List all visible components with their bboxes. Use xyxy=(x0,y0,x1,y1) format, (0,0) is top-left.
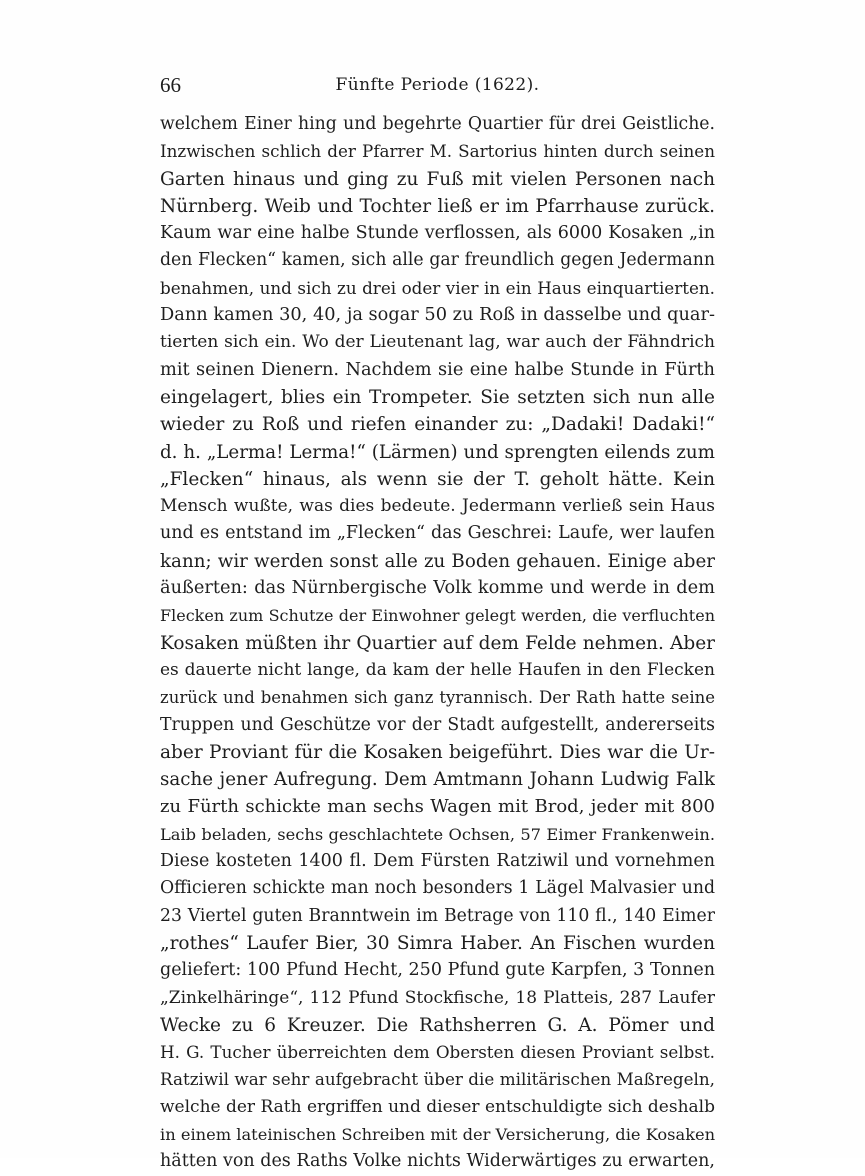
text-line: 23 Viertel guten Branntwein im Betrage von 110 fl., 140 Eimer xyxy=(160,905,715,926)
text-line: Ratziwil war sehr aufgebracht über die militärischen Maßregeln, xyxy=(160,1069,715,1090)
text-line: d. h. „Lerma! Lerma!“ (Lärmen) und sprengten eilends zum xyxy=(160,441,715,463)
text-line: Dann kamen 30, 40, ja sogar 50 zu Roß in dasselbe und quar- xyxy=(160,305,715,326)
text-line: mit seinen Dienern. Nachdem sie eine halbe Stunde in Fürth xyxy=(160,359,715,380)
text-line: eingelagert, blies ein Trompeter. Sie setzten sich nun alle xyxy=(160,386,715,408)
text-line: H. G. Tucher überreichten dem Obersten diesen Proviant selbst. xyxy=(160,1042,715,1063)
text-line: kann; wir werden sonst alle zu Boden gehauen. Einige aber xyxy=(160,550,715,572)
text-line: Mensch wußte, was dies bedeute. Jedermann verließ sein Haus xyxy=(160,496,715,517)
text-line: „Flecken“ hinaus, als wenn sie der T. geholt hätte. Kein xyxy=(160,468,715,490)
text-line: „rothes“ Laufer Bier, 30 Simra Haber. An Fischen wurden xyxy=(160,932,715,954)
text-line: es dauerte nicht lange, da kam der helle Haufen in den Flecken xyxy=(160,659,715,680)
text-line: zu Fürth schickte man sechs Wagen mit Brod, jeder mit 800 xyxy=(160,796,715,818)
text-line: Kosaken müßten ihr Quartier auf dem Felde nehmen. Aber xyxy=(160,632,715,654)
text-line: Truppen und Geschütze vor der Stadt aufgestellt, andererseits xyxy=(160,714,715,735)
text-line: in einem lateinischen Schreiben mit der Versicherung, die Kosaken xyxy=(160,1124,715,1144)
running-head: Fünfte Periode (1622). xyxy=(335,75,540,95)
text-line: „Zinkelhäringe“, 112 Pfund Stockfische, 18 Platteis, 287 Laufer xyxy=(160,987,715,1008)
text-line: welche der Rath ergriffen und dieser entschuldigte sich deshalb xyxy=(160,1096,715,1117)
text-line: geliefert: 100 Pfund Hecht, 250 Pfund gute Karpfen, 3 Tonnen xyxy=(160,960,715,981)
text-line: hätten von des Raths Volke nichts Widerwärtiges zu erwarten, xyxy=(160,1151,715,1172)
text-line: sache jener Aufregung. Dem Amtmann Johann Ludwig Falk xyxy=(160,769,715,791)
text-line: Wecke zu 6 Kreuzer. Die Rathsherren G. A. Pömer und xyxy=(160,1014,715,1036)
text-line: welchem Einer hing und begehrte Quartier für drei Geistliche. xyxy=(160,114,715,134)
text-line: Inzwischen schlich der Pfarrer M. Sartorius hinten durch seinen xyxy=(160,141,715,162)
page-number: 66 xyxy=(160,73,181,97)
text-line: Officieren schickte man noch besonders 1 Lägel Malvasier und xyxy=(160,878,715,899)
text-line: äußerten: das Nürnbergische Volk komme und werde in dem xyxy=(160,578,715,599)
body-text xyxy=(160,111,715,1176)
text-line: zurück und benahmen sich ganz tyrannisch. Der Rath hatte seine xyxy=(160,688,715,708)
text-line: den Flecken“ kamen, sich alle gar freundlich gegen Jedermann xyxy=(160,250,715,271)
text-line: Laib beladen, sechs geschlachtete Ochsen, 57 Eimer Frankenwein. xyxy=(160,824,715,844)
text-line: und es entstand im „Flecken“ das Geschrei: Laufe, wer laufen xyxy=(160,523,715,544)
text-line: benahmen, und sich zu drei oder vier in ein Haus einquartierten. xyxy=(160,277,715,298)
page-header xyxy=(160,72,715,102)
text-line: aber Proviant für die Kosaken beigeführt. Dies war die Ur- xyxy=(160,741,715,763)
text-line: Flecken zum Schutze der Einwohner gelegt werden, die verfluchten xyxy=(160,606,715,626)
text-line: Diese kosteten 1400 fl. Dem Fürsten Ratziwil und vornehmen xyxy=(160,851,715,872)
text-line: wieder zu Roß und riefen einander zu: „Dadaki! Dadaki!“ xyxy=(160,414,715,436)
text-line: Garten hinaus und ging zu Fuß mit vielen Personen nach xyxy=(160,168,715,190)
text-line: Nürnberg. Weib und Tochter ließ er im Pfarrhause zurück. xyxy=(160,195,715,217)
text-line: tierten sich ein. Wo der Lieutenant lag, war auch der Fähndrich xyxy=(160,332,715,353)
text-line: Kaum war eine halbe Stunde verflossen, als 6000 Kosaken „in xyxy=(160,223,715,244)
